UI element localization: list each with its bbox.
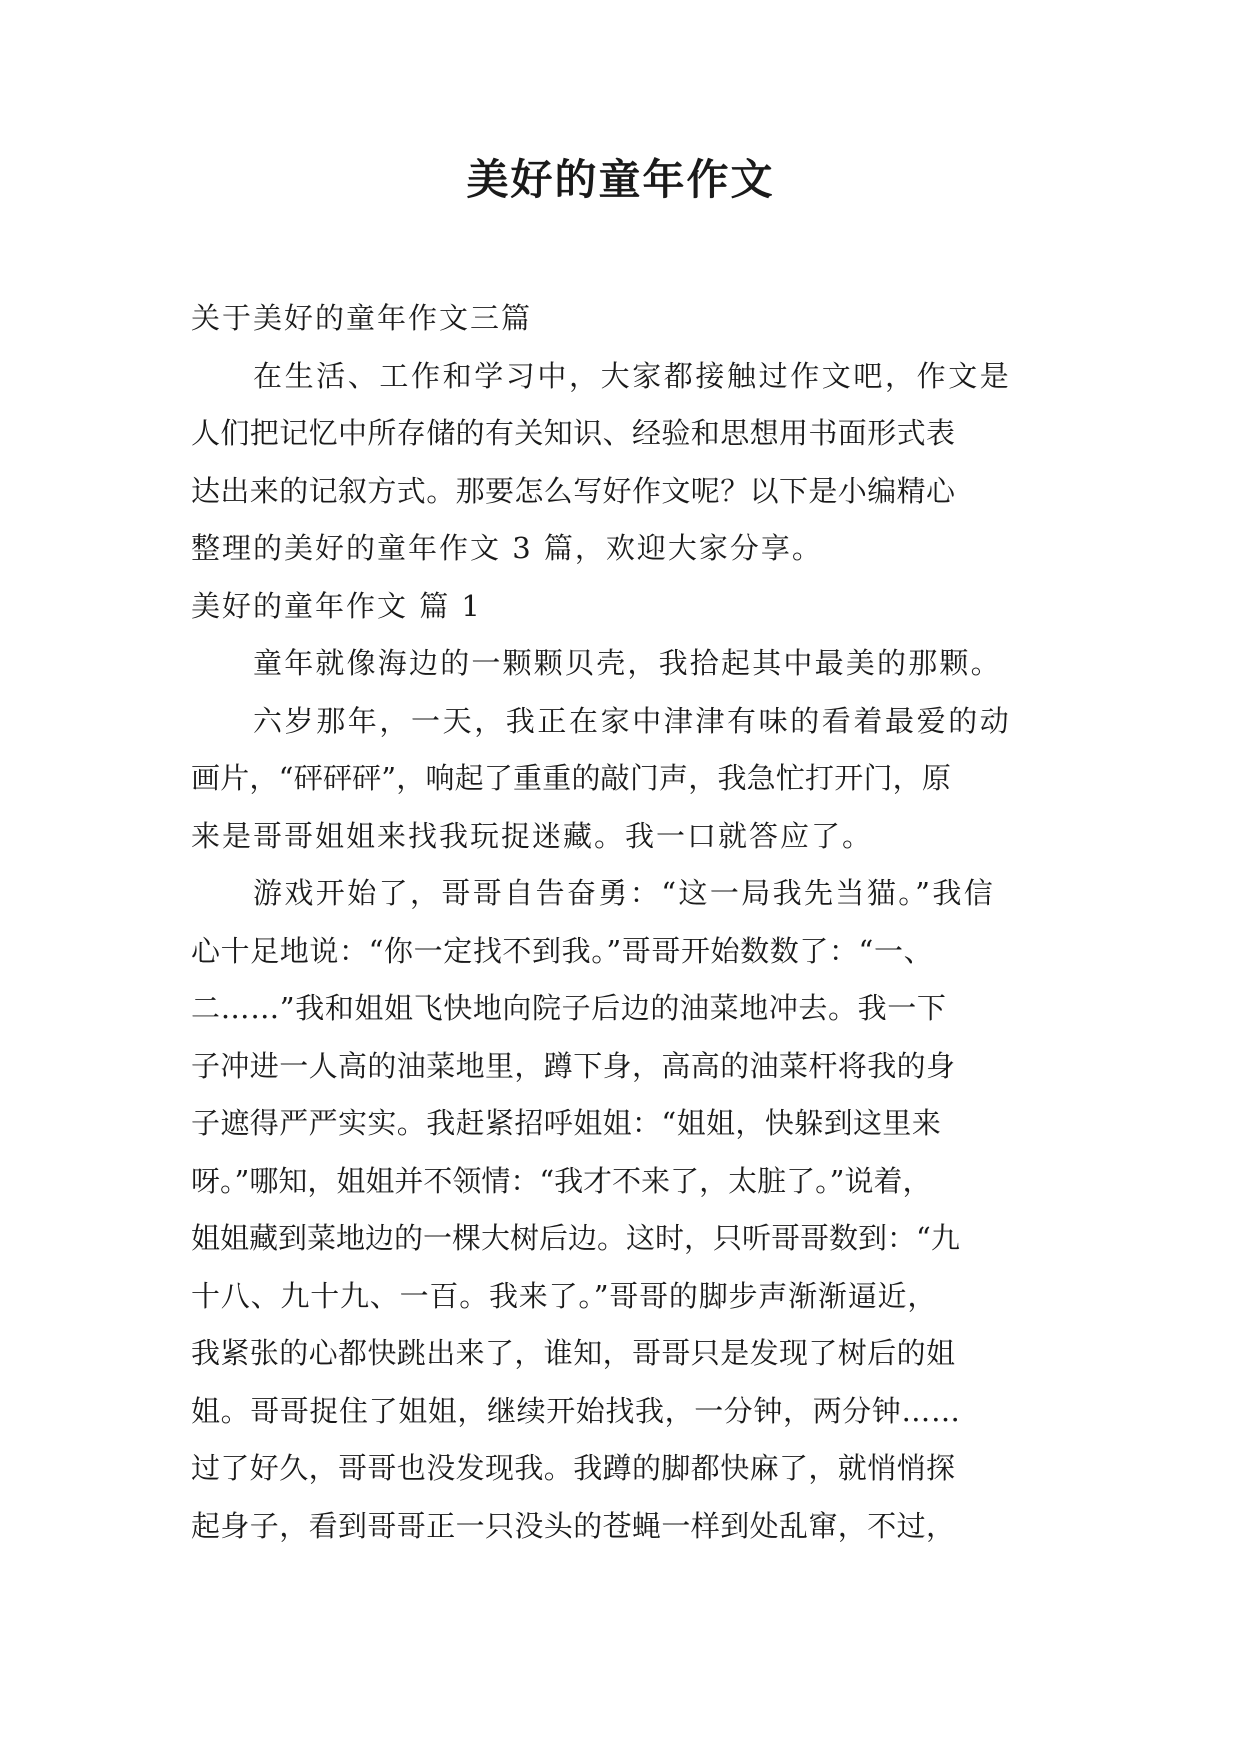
text-line: 在生活、工作和学习中，大家都接触过作文吧，作文是 bbox=[253, 358, 1012, 393]
text-line: 达出来的记叙方式。那要怎么写好作文呢？以下是小编精心 bbox=[191, 473, 956, 508]
text-line: 游戏开始了，哥哥自告奋勇：“这一局我先当猫。”我信 bbox=[253, 876, 996, 910]
text-line: 子遮得严严实实。我赶紧招呼姐姐：“姐姐，快躲到这里来 bbox=[191, 1106, 942, 1140]
text-line: 二……”我和姐姐飞快地向院子后边的油菜地冲去。我一下 bbox=[191, 991, 947, 1025]
text-line: 呀。”哪知，姐姐并不领情：“我才不来了，太脏了。”说着， bbox=[191, 1163, 932, 1198]
text-line: 关于美好的童年作文三篇 bbox=[191, 301, 533, 335]
text-line: 子冲进一人高的油菜地里，蹲下身，高高的油菜杆将我的身 bbox=[191, 1048, 956, 1083]
text-line: 六岁那年，一天，我正在家中津津有味的看着最爱的动 bbox=[253, 703, 1012, 738]
text-line: 十八、九十九、一百。我来了。”哥哥的脚步声渐渐逼近， bbox=[191, 1278, 938, 1313]
text-line: 画片，“砰砰砰”，响起了重重的敲门声，我急忙打开门，原 bbox=[191, 761, 952, 795]
text-line: 心十足地说：“你一定找不到我。”哥哥开始数数了：“一、 bbox=[191, 933, 934, 968]
text-line: 童年就像海边的一颗颗贝壳，我拾起其中最美的那颗。 bbox=[253, 646, 1002, 680]
document-title: 美好的童年作文 bbox=[466, 155, 775, 204]
text-line: 人们把记忆中所存储的有关知识、经验和思想用书面形式表 bbox=[191, 416, 956, 450]
text-line: 姐姐藏到菜地边的一棵大树后边。这时，只听哥哥数到：“九 bbox=[191, 1221, 960, 1255]
document-body bbox=[191, 290, 1059, 1555]
text-line: 我紧张的心都快跳出来了，谁知，哥哥只是发现了树后的姐 bbox=[191, 1336, 956, 1370]
text-line: 美好的童年作文 篇 1 bbox=[191, 588, 482, 623]
text-line: 过了好久，哥哥也没发现我。我蹲的脚都快麻了，就悄悄探 bbox=[191, 1451, 956, 1485]
text-line: 来是哥哥姐姐来找我玩捉迷藏。我一口就答应了。 bbox=[191, 818, 874, 853]
text-line: 整理的美好的童年作文 3 篇，欢迎大家分享。 bbox=[191, 531, 823, 565]
text-line: 姐。哥哥捉住了姐姐，继续开始找我，一分钟，两分钟…… bbox=[191, 1393, 961, 1428]
text-line: 起身子，看到哥哥正一只没头的苍蝇一样到处乱窜，不过， bbox=[191, 1508, 956, 1543]
